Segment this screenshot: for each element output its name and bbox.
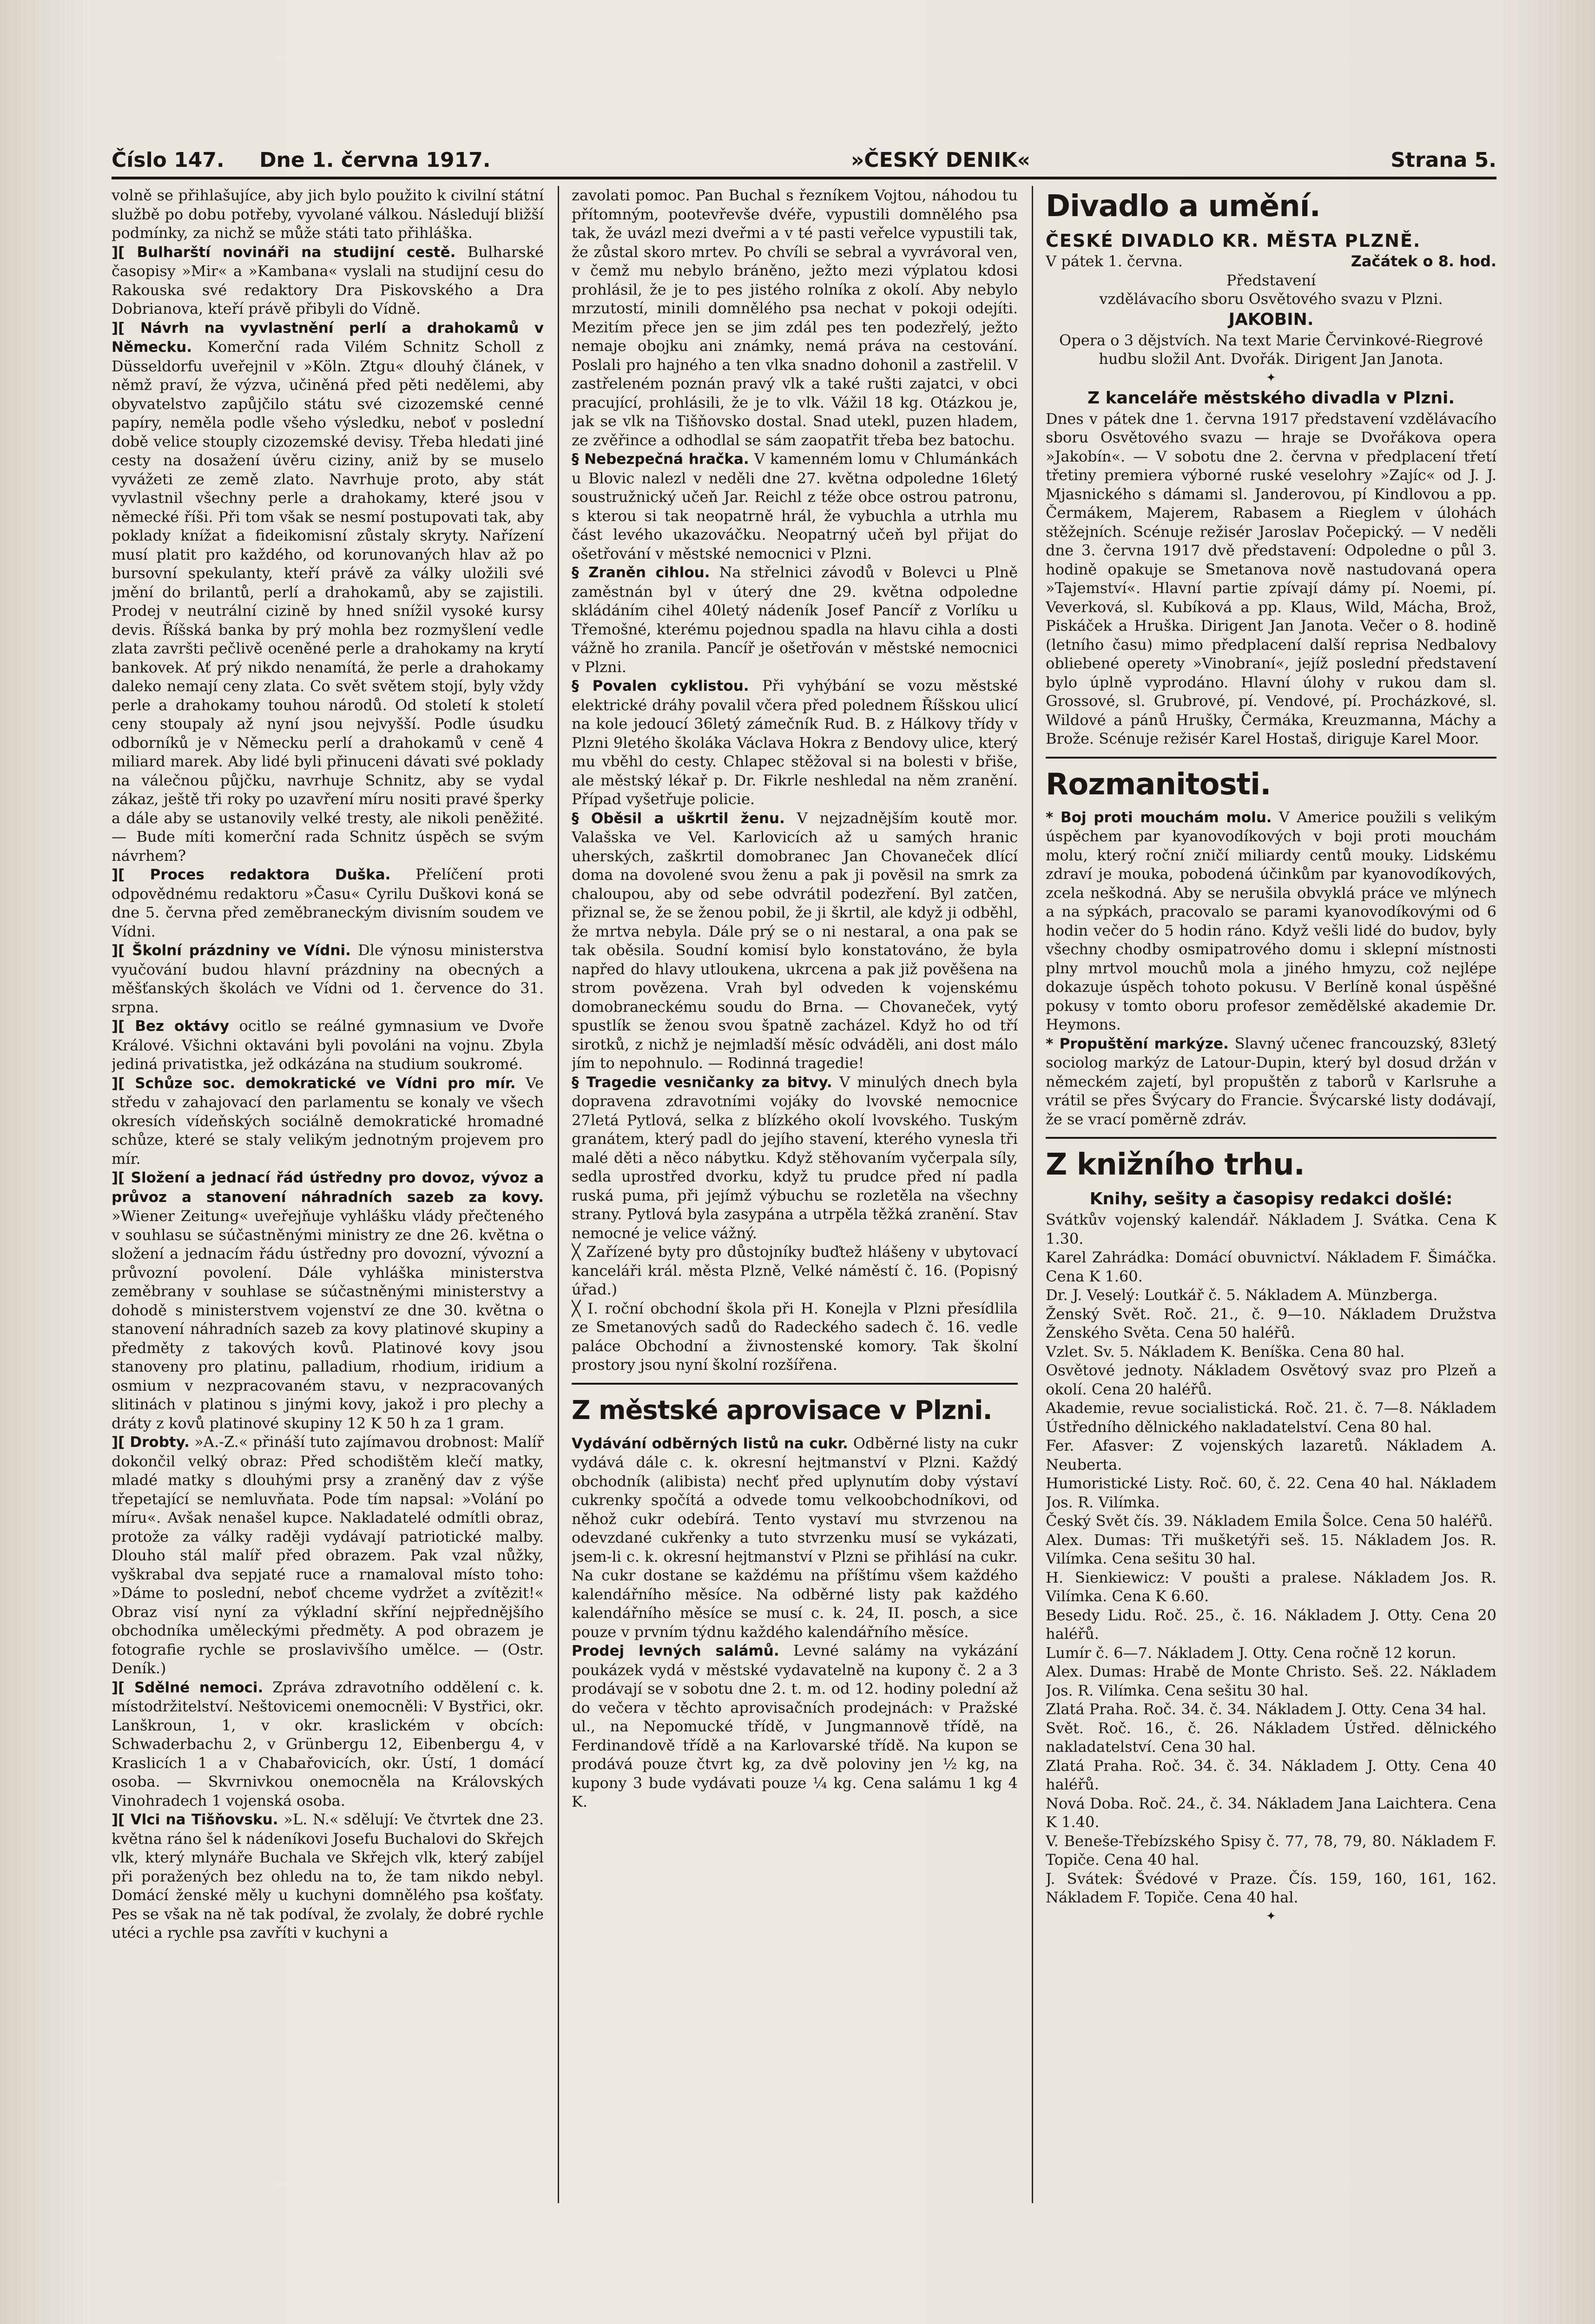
article bbox=[112, 1168, 544, 1433]
article-body: Ve středu v zahajovací den parlamentu se konaly ve všech okresích vídeňských sociálně demokratické hromadné schůze, které se staly velikým jednotným projevem pro mír. bbox=[112, 1074, 544, 1168]
books-intro: Knihy, sešity a časopisy redakci došlé: bbox=[1089, 1189, 1453, 1208]
article-body: Při vyhýbání se vozu městské elektrické dráhy povalil včera před polednem Říšskou ulicí na kole jedoucí 36letý zámečník Rud. B. z Hálkovy třídy v Plzni 9letého školáka Václava Hokra z Bendovy ulice, který mu vběhl do cesty. Chlapec stěžoval si na bolesti v břiše, ale městský lékař p. Dr. Fikrle neshledal na něm zranění. Případ vyšetřuje policie. bbox=[572, 677, 1018, 808]
article-headline: ][ Proces redaktora Duška. bbox=[112, 866, 391, 883]
article-body: V Americe použili s velikým úspěchem par kyanovodíkových v boji proti mouchám molu, který roční zničí miliardy centů mouky. Lidskému zdraví je mouka, pobodená účinkům par kyanovodíkových, zcela neškodná. Aby se nerušila obvyklá práce ve mlýnech a na sýpkách, pracovalo se parami kyanovodíkovými od 6 hodin večer do 5 hodin ráno. Když vešli lidé do budov, byly všechny chodby osmipatrového domu i sklepní místnosti plny mrtvol mouchů mola a jiného hmyzu, což nejlépe dokazuje úspěch tohoto pokusu. V Berlíně konal úspěšné pokusy v tomto oboru profesor zemědělské akademie Dr. Heymons. bbox=[1046, 808, 1496, 1033]
article bbox=[112, 1017, 544, 1074]
book-entry: J. Svátek: Švédové v Praze. Čís. 159, 160, 161, 162. Nákladem F. Topiče. Cena 40 hal. bbox=[1046, 1869, 1496, 1906]
article-headline: ][ Schůze soc. demokratické ve Vídni pro mír. bbox=[112, 1075, 516, 1092]
performance-label: Představení bbox=[1226, 271, 1316, 289]
article bbox=[572, 449, 1018, 563]
article-paragraph bbox=[572, 186, 1018, 449]
theatre-subtitle: ČESKÉ DIVADLO KR. MĚSTA PLZNĚ. bbox=[1046, 231, 1421, 251]
article-body: Levné salámy na vykázání poukázek vydá v městské vydavatelně na kupony č. 2 a 3 prodávají se v sobotu dne 2. t. m. od 12. hodiny polední až do večera v těchto aprovisačních prodejnách: v Pražské ul., na Nepomucké třídě, v Jungmannově třídě, na Ferdinandově třídě a na Karlovarské třídě. Na kupon se prodává pouze čtvrt kg, za dvě poloviny jen ½ kg, na kupony 3 bude vydávati pouze ¼ kg. Cena salámu 1 kg 4 K. bbox=[572, 1642, 1018, 1810]
article-paragraph bbox=[112, 1678, 544, 1810]
masthead: »ČESKÝ DENIK« bbox=[850, 148, 1030, 172]
column-3 bbox=[1046, 186, 1496, 2203]
article-body: V nejzadnějším koutě mor. Valašska ve Vel. Karlovicích až u samých hranic uherských, zaškrtil domobranec Jan Chovaneček dlící doma na dovolené svou ženu a pak ji pověsil na smrk za chaloupou, aby od sebe odvrátil podezření. Byl zatčen, přiznal se, že se ženou pobil, že ji škrtil, ale když ji odběhl, že mrtva nebyla. Dále prý se o ni nestaral, a ona pak se tak oběsila. Soudní komisí bylo konstatováno, že byla napřed do hlavy utloukena, ukrcena a pak již pověšena na strom povězena. Vrah byl odveden k vojenskému domobraneckému soudu do Brna. — Chovaneček, vytý spustlík se ženou svou špatně zacházel. Když ho od tří sirotků, z nichž je nejmladší měsíc odváděli, ani dost málo jím to nepohnulo. — Rodinná tragedie! bbox=[572, 809, 1018, 1072]
book-entry: Zlatá Praha. Roč. 34. č. 34. Nákladem J. Otty. Cena 34 hal. bbox=[1046, 1700, 1487, 1718]
article-paragraph bbox=[572, 1434, 1018, 1642]
book-entry: Nová Doba. Roč. 24., č. 34. Nákladem Jana Laichtera. Cena K 1.40. bbox=[1046, 1794, 1496, 1831]
article-paragraph bbox=[572, 809, 1018, 1073]
article-body: Na střelnici závodů v Bolevci u Plně zaměstnán byl v úterý dne 29. května odpoledne skládáním cihel 40letý nádeník Josef Pancíř z Vorlíku u Třemošné, kterému pojednou spadla na hlavu cihla a dosti vážně ho zranila. Pancíř je ošetřován v městské nemocnici v Plzni. bbox=[572, 563, 1018, 676]
article-paragraph bbox=[112, 865, 544, 941]
article bbox=[112, 865, 544, 941]
issue-date: Dne 1. června 1917. bbox=[259, 148, 491, 172]
column-divider bbox=[558, 186, 559, 2203]
header-rule bbox=[112, 177, 1496, 179]
article bbox=[1046, 808, 1496, 1034]
article bbox=[112, 1074, 544, 1169]
column-2 bbox=[572, 186, 1018, 2203]
article-body: ╳ I. roční obchodní škola při H. Konejla v Plzni přesídlila ze Smetanových sadů do Radeckého sadech č. 16. vedle paláce Obchodní a živnostenské komory. Tak školní prostory jsou nyní školní rozšířena. bbox=[572, 1299, 1018, 1373]
aprovisace-articles bbox=[572, 1434, 1018, 1811]
issue-number: Číslo 147. bbox=[112, 148, 224, 172]
article bbox=[572, 1434, 1018, 1642]
book-entry: Dr. J. Veselý: Loutkář č. 5. Nákladem A. Münzberga. bbox=[1046, 1286, 1438, 1304]
article bbox=[112, 941, 544, 1017]
article-body: V minulých dnech byla dopravena zdravotními vojáky do lvovské nemocnice 27letá Pytlová, selka z blízkého okolí lvovského. Tuským granátem, který padl do jejího stavení, kterého vynesla tři malé děti a něco nábytku. Když stěhovaním vyčerpala síly, sedla uprostřed dvorku, když tu prudce před ní padla ruská puma, při jejímž výbuchu se rozletěla na všechny strany. Pytlová byla zasypána a utrpěla těžká zranění. Stav nemocné je velice vážný. bbox=[572, 1073, 1018, 1242]
article-headline: ][ Složení a jednací řád ústředny pro dovoz, vývoz a průvoz a stanovení náhradních sazeb za kovy. bbox=[112, 1169, 544, 1206]
performance-start: Začátek o 8. hod. bbox=[1351, 252, 1496, 270]
article-paragraph bbox=[112, 941, 544, 1017]
article-headline: § Povalen cyklistou. bbox=[572, 678, 749, 694]
article-body: »Wiener Zeitung« uveřejňuje vyhlášku vlády přečteného v souhlasu se súčastněnými ministry ze dne 26. května o složení a jednacím řádu ústředny pro dovozní, vývozní a průvozní povolení. Dále vyhláška ministerstva zeměbrany v souhlase se súčastněnými ministerstvy a dohodě s ministerstvem vojenství ze dne 30. května o stanovení náhradních sazeb za kovy platinové skupiny a předměty z takových kovů. Platinové kovy jsou stanoveny pro platinu, palladium, rhodium, iridium a osmium v nezpracovaném stavu, v nezpracovaných slitinách v platinou s jinými kovy, jakož i pro plechy a dráty z kovů platinové skupiny 12 K 50 h za 1 gram. bbox=[112, 1207, 544, 1432]
article-body: »A.-Z.« přináší tuto zajímavou drobnost: Malíř dokončil velký obraz: Před schodištěm klečí matky, mladé matky s dlouhými prsy a zraněný dav z výše třepetající se nemluvňata. Pode tím napsal: »Volání po míru«. Avšak nenašel kupce. Nakladatelé odmítli obraz, protože za války raději vydávají patriotické malby. Dlouho stál malíř před obrazem. Pak vzal nůžky, vyškrabal dva sepjaté ruce a rnamaloval místo toho: »Dáme to poslední, neboť chceme vydržet a zvítězit!« Obraz visí nyní za výkladní skříní nejpřednějšího obchodníka uměleckými předměty. A pod obrazem je fotografie rychle se proslavivšího umělce. — (Ostr. Deník.) bbox=[112, 1433, 544, 1677]
article-headline: Prodej levných salámů. bbox=[572, 1643, 779, 1659]
article-paragraph bbox=[572, 676, 1018, 809]
book-entry: Vzlet. Sv. 5. Nákladem K. Beníška. Cena 80 hal. bbox=[1046, 1342, 1405, 1360]
article-headline: § Tragedie vesničanky za bitvy. bbox=[572, 1074, 832, 1091]
play-title: JAKOBIN. bbox=[1228, 310, 1314, 329]
article bbox=[112, 318, 544, 865]
article-headline: § Nebezpečná hračka. bbox=[572, 451, 749, 468]
article-body: Bulharské časopisy »Mir« a »Kambana« vyslali na studijní cesu do Rakouska své redaktory Dra Piskovského a Dra Dobrianova, kteří právě přibyli do Vídně. bbox=[112, 243, 544, 317]
article-paragraph bbox=[572, 1242, 1018, 1299]
article bbox=[572, 1641, 1018, 1811]
article-headline: Vydávání odběrných listů na cukr. bbox=[572, 1435, 848, 1452]
article-body: volně se přihlašujíce, aby jich bylo použito k civilní státní službě po dobu potřeby, vyvolané válkou. Následují bližší podmínky, za nichž se může státi tato přihláška. bbox=[112, 186, 544, 242]
article bbox=[572, 563, 1018, 676]
article-paragraph bbox=[112, 1074, 544, 1169]
article-body: Dnes v pátek dne 1. června 1917 představení vzdělávacího sboru Osvětového svazu — hraje se Dvořákova opera »Jakobín«. — V sobotu dne 2. června v předplacení třetí třetiny premiera výborné ruské veselohry »Zajíc« od J. J. Mjasnického s dámami sl. Janderovou, pí Kindlovou a pp. Čermákem, Majerem, Rabasem a Rieglem v úlohách stěžejních. Scénuje režisér Jaroslav Počepický. — V neděli dne 3. června 1917 dvě představení: Odpoledne o půl 3. hodině opakuje se Smetanova nově nastudovaná opera »Tajemství«. Hlavní partie zpívají dámy pí. Noemi, pí. Veverková, sl. Kubíková a pp. Klaus, Wild, Mácha, Brož, Piskáček a Hruška. Dirigent Jan Janota. Večer o 8. hodině (letního času) mimo předplacení další reprisa Nedbalovy obliebené operety »Vinobraní«, jejíž poslední představení bylo úplně vyprodáno. Hlavní úlohy v rukou dam sl. Grossové, sl. Grubrové, pí. Vendové, pí. Procházkové, sl. Wildové a pánů Hrušky, Čermáka, Kreuzmanna, Máchy a Brože. Scénuje režisér Karel Hostaš, diriguje Karel Moor. bbox=[1046, 409, 1496, 747]
article-headline: ][ Vlci na Tišňovsku. bbox=[112, 1811, 278, 1828]
article-paragraph bbox=[572, 449, 1018, 563]
article-paragraph bbox=[112, 1810, 544, 1942]
article-body: Slavný učenec francouzský, 83letý sociolog markýz de Latour-Dupin, který byl dosud držán v německém zajetí, byl propuštěn z taborů v Karlsruhe a vrátil se přes Švýcary do Francie. Švýcarské listy dodávají, že se vrací poměrně zdráv. bbox=[1046, 1034, 1496, 1128]
article bbox=[572, 186, 1018, 449]
page-header bbox=[112, 139, 1496, 172]
article-headline: § Oběsil a uškrtil ženu. bbox=[572, 810, 785, 827]
article-body: Dle výnosu ministerstva vyučování budou hlavní prázdniny na obecných a měšťanských školách ve Vídni od 1. července do 31. srpna. bbox=[112, 941, 544, 1016]
book-entry: Fer. Afasver: Z vojenských lazaretů. Nákladem A. Neuberta. bbox=[1046, 1437, 1496, 1473]
book-entry: H. Sienkiewicz: V poušti a pralese. Nákladem Jos. R. Vilímka. Cena K 6.60. bbox=[1046, 1568, 1496, 1605]
article-body: »L. N.« sdělují: Ve čtvrtek dne 23. května ráno šel k nádeníkovi Josefu Buchalovi do Skřejch vlk, který mlynáře Buchala ve Skřejch vlk, který zabíjel při poražených bez ohledu na to, že tam nikdo nebyl. Domácí ženské měly u kuchyni domnělého psa košťaty. Pes se však na ně tak podíval, že zvolaly, že dobré rychle utéci a rychle psa zavříti v kuchyni a bbox=[112, 1810, 544, 1941]
article-paragraph bbox=[112, 1017, 544, 1074]
theatre-title: Divadlo a umění. bbox=[1046, 189, 1320, 224]
article-headline: ][ Návrh na vyvlastnění perlí a drahokamů v Německu. bbox=[112, 319, 544, 356]
article-body: Odběrné listy na cukr vydává dále c. k. okresní hejtmanství v Plzni. Každý obchodník (alibista) nechť před uplynutím doby výstaví cukrenky spočítá a odvede tomu velkoobchodníkovi, od něhož cukr odebírá. Tento vystaví mu stvrzenou na odevzdané cukřenky a tuto stvrzenku musí se vykázati, jsem-li c. k. okresní hejtmanství v Plzni se přihlásí na cukr. Na cukr dostane se každému na příštímu všem každého kalendářního měsíce. Na odběrné listy pak každého kalendářního měsíce se musí c. k. 24, II. posch, a sice pouze v prvním týdnu každého kalendářního měsíce. bbox=[572, 1434, 1018, 1641]
performance-by: vzdělávacího sboru Osvětového svazu v Plzni. bbox=[1099, 290, 1443, 308]
article-headline: * Boj proti mouchám molu. bbox=[1046, 809, 1272, 826]
newspaper-page bbox=[112, 139, 1496, 2212]
book-entry: Ženský Svět. Roč. 21., č. 9—10. Nákladem Družstva Ženského Světa. Cena 50 haléřů. bbox=[1046, 1305, 1496, 1341]
article-paragraph bbox=[1046, 1034, 1496, 1129]
book-entry: Zlatá Praha. Roč. 34. č. 34. Nákladem J. Otty. Cena 40 haléřů. bbox=[1046, 1756, 1496, 1793]
book-entry: Alex. Dumas: Tři mušketýři seš. 15. Nákladem Jos. R. Vilímka. Cena sešitu 30 hal. bbox=[1046, 1531, 1496, 1567]
column-1 bbox=[112, 186, 544, 2203]
article-body: ocitlo se reálné gymnasium ve Dvoře Králové. Všichni oktaváni byli povoláni na vojnu. Zbyla jediná privatistka, jež odkázána na studium soukromé. bbox=[112, 1017, 544, 1073]
article-paragraph bbox=[1046, 808, 1496, 1034]
article bbox=[112, 1678, 544, 1810]
article-headline: § Zraněn cihlou. bbox=[572, 564, 710, 581]
ornament-star: ✦ bbox=[1266, 370, 1276, 385]
article bbox=[572, 1299, 1018, 1374]
article bbox=[572, 1242, 1018, 1299]
book-entry: Osvětové jednoty. Nákladem Osvětový svaz pro Plzeň a okolí. Cena 20 haléřů. bbox=[1046, 1361, 1496, 1398]
article-paragraph bbox=[112, 318, 544, 865]
article bbox=[1046, 1034, 1496, 1129]
article-body: V kamenném lomu v Chlumánkách u Blovic nalezl v neděli dne 27. května odpoledne 16letý soustružnický učeň Jar. Reichl z téže obce ostrou patronu, s kterou si tak neopatrně hrál, že vybuchla a utrhla mu část levého ukazováčku. Neopatrný učeň byl přijat do ošetřování v městské nemocnici v Plzni. bbox=[572, 450, 1018, 562]
article-paragraph bbox=[572, 563, 1018, 676]
article-headline: ][ Bulharští novináři na studijní cestě. bbox=[112, 244, 456, 261]
book-entry: Karel Zahrádka: Domácí obuvnictví. Nákladem F. Šimáčka. Cena K 1.60. bbox=[1046, 1248, 1496, 1285]
article-headline: ][ Školní prázdniny ve Vídni. bbox=[112, 942, 351, 959]
article bbox=[112, 1810, 544, 1942]
article-paragraph bbox=[112, 1433, 544, 1678]
books-title: Z knižního trhu. bbox=[1046, 1137, 1496, 1183]
article bbox=[112, 1433, 544, 1678]
theatre-office-body bbox=[1046, 409, 1496, 748]
article-paragraph bbox=[112, 1168, 544, 1433]
play-credits: Opera o 3 dějstvích. Na text Marie Červinkové-Riegrové hudbu složil Ant. Dvořák. Dirigent Jan Janota. bbox=[1059, 331, 1483, 368]
article-paragraph bbox=[572, 1073, 1018, 1243]
article-paragraph bbox=[572, 1299, 1018, 1374]
book-entry: Besedy Lidu. Roč. 25., č. 16. Nákladem J. Otty. Cena 20 haléřů. bbox=[1046, 1606, 1496, 1643]
book-entry: Humoristické Listy. Roč. 60, č. 22. Cena 40 hal. Nákladem Jos. R. Vilímka. bbox=[1046, 1474, 1496, 1511]
book-entry: Lumír č. 6—7. Nákladem J. Otty. Cena ročně 12 korun. bbox=[1046, 1644, 1457, 1662]
article bbox=[572, 676, 1018, 809]
performance-time-row bbox=[1046, 252, 1496, 271]
book-entry: Český Svět čís. 39. Nákladem Emila Šolce. Cena 50 haléřů. bbox=[1046, 1512, 1493, 1530]
article bbox=[112, 186, 544, 243]
misc-articles bbox=[1046, 808, 1496, 1129]
article-headline: ][ Sdělné nemoci. bbox=[112, 1679, 264, 1696]
ornament-star: ✦ bbox=[1266, 1909, 1276, 1923]
column-divider bbox=[1032, 186, 1033, 2203]
article-body: zavolati pomoc. Pan Buchal s řezníkem Vojtou, náhodou tu přítomným, pootevřevše dvéře, vypustili domnělého psa tak, že uvázl mezi dveřmi a v té pasti veřelce vypustili tak, že zůstal skoro mrtev. Po chvíli se sebral a vyvrávoral ven, v čemž mu nebylo bráněno, ježto mezi výplatou kdosi prohlásil, že je to pes jistého rolníka z okolí. Aby nebylo mrzutostí, minili domnělého psa nechat v pokoji odejíti. Mezitím přece jen se jim zdál pes ten podezřelý, ježto nemaje obojku ani známky, nemá práva na cestování. Poslali pro hajného a ten vlka snadno dohonil a zastřelil. V zastřeleném poznán pravý vlk a také rušti zajatci, v obci pracující, prohlásili, že je to vlk. Vážil 18 kg. Otázkou je, jak se vlk na Tišňovsko dostal. Snad utekl, puzen hladem, ze zvěřince a odhodlal se sám zaopatřit třeba bez batochu. bbox=[572, 186, 1018, 449]
article bbox=[572, 1073, 1018, 1243]
book-entry: V. Beneše-Třebízského Spisy č. 77, 78, 79, 80. Nákladem F. Topiče. Cena 40 hal. bbox=[1046, 1832, 1496, 1868]
article-headline: * Propuštění markýze. bbox=[1046, 1035, 1229, 1052]
book-entry: Akademie, revue socialistická. Roč. 21. č. 7—8. Nákladem Ústředního dělnického nakladatelství. Cena 80 hal. bbox=[1046, 1399, 1496, 1436]
column-2-articles bbox=[572, 186, 1018, 1374]
article bbox=[572, 809, 1018, 1073]
article-paragraph bbox=[112, 186, 544, 243]
theatre-office-title: Z kanceláře městského divadla v Plzni. bbox=[1088, 388, 1455, 408]
misc-title: Rozmanitosti. bbox=[1046, 757, 1496, 803]
article-body: ╳ Zařízené byty pro důstojníky buďtež hlášeny v ubytovací kanceláři král. města Plzně, Velké náměstí č. 16. (Popisný úřad.) bbox=[572, 1243, 1018, 1298]
article-body: Zpráva zdravotního oddělení c. k. místodržitelství. Neštovicemi onemocněli: V Bystřici, okr. Lanškroun, 1, v okr. kraslickém v obcích: Schwaderbachu 2, v Grünbergu 12, Eibenbergu 4, v Kraslicích 1 a v Chabařovicích, okr. Ústí, 1 domácí osoba. — Skvrnivkou onemocněla na Královských Vinohradech 1 vojenská osoba. bbox=[112, 1678, 544, 1809]
article-body: Komerční rada Vilém Schnitz Scholl z Düsseldorfu uveřejnil v »Köln. Ztgu« dlouhý článek, v němž praví, že výzva, učiněná před pěti nedělemi, aby obyvatelstvo zapůjčilo státu své cizozemské cenné papíry, neměla podle všeho výsledku, neboť v poslední době velice stouply cizozemské devisy. Třeba hledati jiné cesty na dosažení úvěru ciziny, aniž by se muselo vyvážeti ze země zlato. Navrhuje proto, aby stát vyvlastnil všechny perle a drahokamy, které jsou v německé říši. Při tom však se nesmí postupovati tak, aby poklady knížat a fideikomisní zůstaly skryty. Nařízení musí platit pro každého, od korunovaných hlav až po bursovní spekulanty, kteří právě za války uložili své jmění do brilantů, perlí a drahokamů, aby se zajistili. Prodej v neutrální cizině by hned snížil vysoké kursy devis. Říšská banka by prý mohla bez rozmyšlení vedle zlata završti pečlivě oceněné perle a drahokamy na krytí bankovek. Ať prý nikdo nenamítá, že perle a drahokamy daleko nemají ceny zlata. Co svět světem stojí, byly vždy perle a drahokamy touhou národů. Od století k století ceny stoupaly až nyní jsou nejvyšší. Podle úsudku odborníků je v Německu perlí a drahokamů v ceně 4 miliard marek. Aby lidé byli přinuceni dávati své poklady na válečnou půjčku, navrhuje Schnitz, aby se vydal zákaz, ještě tři roky po uzavření míru nositi pravé šperky a dále aby se ustanovily velké tresty, ale nikoli peněžité. — Bude míti komerční rada Schnitz úspěch se svým návrhem? bbox=[112, 338, 544, 865]
performance-day: V pátek 1. června. bbox=[1046, 252, 1183, 270]
article-headline: ][ Bez oktávy bbox=[112, 1018, 230, 1035]
page-number: Strana 5. bbox=[1391, 148, 1496, 172]
article-body: Přelíčení proti odpovědnému redaktoru »Času« Cyrilu Duškovi koná se dne 5. června před zeměbraneckým divisním soudem ve Vídni. bbox=[112, 865, 544, 940]
aprovisace-title: Z městské aprovisace v Plzni. bbox=[572, 1383, 1018, 1429]
article-headline: ][ Drobty. bbox=[112, 1434, 190, 1451]
article-paragraph bbox=[112, 243, 544, 318]
books-list bbox=[1046, 1210, 1496, 1907]
article bbox=[112, 243, 544, 318]
book-entry: Svět. Roč. 16., č. 26. Nákladem Ústřed. dělnického nakladatelství. Cena 30 hal. bbox=[1046, 1719, 1496, 1756]
article-paragraph bbox=[572, 1641, 1018, 1811]
book-entry: Svátkův vojenský kalendář. Nákladem J. Svátka. Cena K 1.30. bbox=[1046, 1211, 1496, 1248]
book-entry: Alex. Dumas: Hrabě de Monte Christo. Seš. 22. Nákladem Jos. R. Vilímka. Cena sešitu 30 hal. bbox=[1046, 1663, 1496, 1699]
